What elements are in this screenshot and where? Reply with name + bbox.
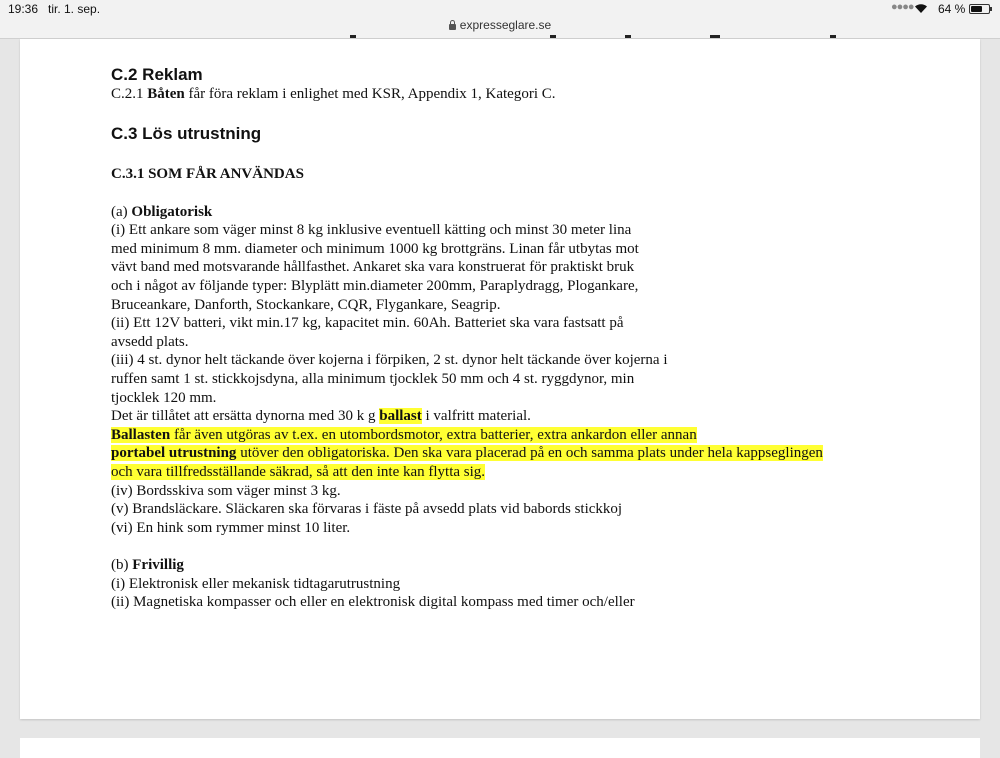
status-date: tir. 1. sep. — [48, 2, 101, 16]
text-line: (i) Elektronisk eller mekanisk tidtagarutrustning — [111, 575, 401, 592]
ballast-line: Det är tillåtet att ersätta dynorna med 30 k g ballast i valfritt material. — [111, 408, 531, 425]
wifi-icon — [914, 3, 928, 17]
status-bar — [0, 0, 1000, 18]
highlighted-line-3: och vara tillfredsställande säkrad, så att den inte kan flytta sig. — [111, 463, 486, 480]
battery-icon — [969, 4, 990, 14]
section-c3-heading: C.3 Lös utrustning — [111, 123, 262, 143]
document-page — [20, 39, 980, 719]
subsection-a-label: (a) Obligatorisk — [111, 203, 213, 220]
text-line: (iii) 4 st. dynor helt täckande över kojerna i förpiken, 2 st. dynor helt täckande över kojerna i — [111, 352, 668, 369]
section-c2-1-text: C.2.1 Båten får föra reklam i enlighet med KSR, Appendix 1, Kategori C. — [111, 86, 556, 102]
highlighted-line-2: portabel utrustning utöver den obligatoriska. Den ska vara placerad på en och samma plats under hela kappseglingen — [111, 445, 823, 462]
text-line: (ii) Magnetiska kompasser och eller en elektronisk digital kompass med timer och/eller — [111, 594, 635, 611]
clipped-previous-line — [350, 33, 850, 41]
next-document-page — [20, 738, 980, 758]
text-line: avsedd plats. — [111, 333, 189, 350]
text-line: och i något av följande typer: Blyplätt min.diameter 200mm, Paraplydragg, Plogankare, — [111, 277, 639, 294]
cellular-signal-icon: ●●●● — [891, 1, 914, 13]
text-line: (ii) Ett 12V batteri, vikt min.17 kg, kapacitet min. 60Ah. Batteriet ska vara fastsatt på — [111, 315, 624, 332]
text-line: (vi) En hink som rymmer minst 10 liter. — [111, 519, 351, 536]
battery-percent: 64 % — [938, 2, 966, 16]
status-time: 19:36 — [8, 2, 39, 16]
lock-icon — [449, 24, 456, 30]
text-line: (v) Brandsläckare. Släckaren ska förvaras i fäste på avsedd plats vid babords stickkoj — [111, 501, 623, 518]
text-line: vävt band med motsvarande hållfasthet. Ankaret ska vara konstruerat för praktiskt bruk — [111, 259, 635, 276]
section-c2-heading: C.2 Reklam — [111, 65, 203, 84]
text-line: tjocklek 120 mm. — [111, 389, 217, 406]
ballast-highlight: ballast — [379, 408, 422, 425]
subsection-b-label: (b) Frivillig — [111, 557, 184, 574]
url-display[interactable] — [449, 18, 551, 32]
highlighted-line-1: Ballasten får även utgöras av t.ex. en utombordsmotor, extra batterier, extra ankardon eller annan — [111, 426, 697, 443]
section-c3-1-heading: C.3.1 SOM FÅR ANVÄNDAS — [111, 165, 304, 182]
text-line: (i) Ett ankare som väger minst 8 kg inklusive eventuell kätting och minst 30 meter lina — [111, 222, 632, 239]
url-text: expresseglare.se — [459, 18, 552, 32]
text-line: med minimum 8 mm. diameter och minimum 1000 kg brottgräns. Linan får utbytas mot — [111, 240, 639, 257]
text-line: (iv) Bordsskiva som väger minst 3 kg. — [111, 482, 341, 499]
text-line: ruffen samt 1 st. stickkojsdyna, alla minimum tjocklek 50 mm och 4 st. ryggdynor, min — [111, 370, 635, 387]
text-line: Bruceankare, Danforth, Stockankare, CQR, Flygankare, Seagrip. — [111, 296, 501, 313]
document-content — [111, 65, 911, 612]
